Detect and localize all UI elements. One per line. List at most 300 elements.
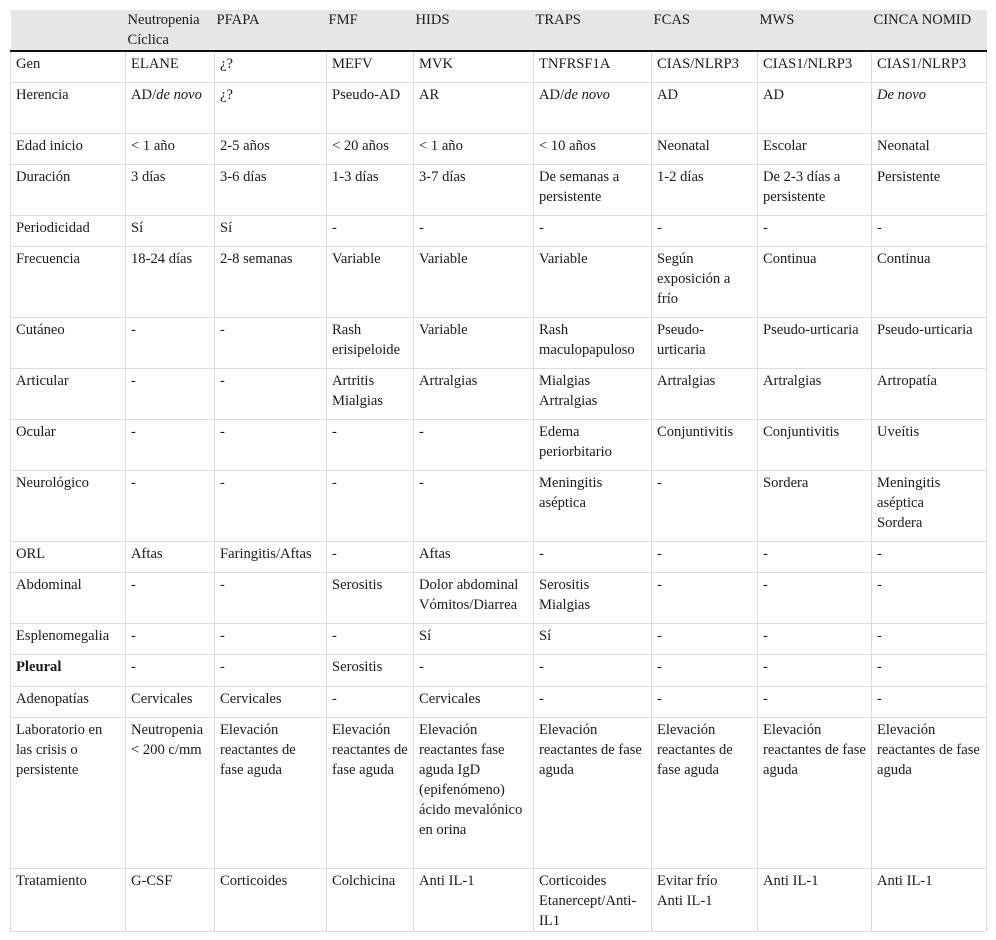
table-cell bbox=[414, 470, 534, 541]
table-cell bbox=[414, 215, 534, 246]
header-corner bbox=[11, 10, 126, 51]
table-cell bbox=[872, 82, 987, 133]
column-header: MWS bbox=[758, 10, 872, 51]
cell-text: - bbox=[332, 545, 337, 562]
cell-text: G-CSF bbox=[131, 872, 173, 889]
table-cell bbox=[872, 654, 987, 686]
table-cell bbox=[872, 317, 987, 368]
cell-text: Serositis bbox=[539, 576, 590, 593]
table-row bbox=[11, 215, 987, 246]
table-cell bbox=[414, 164, 534, 215]
table-cell bbox=[872, 368, 987, 419]
table-cell bbox=[126, 541, 215, 572]
cell-text: Mialgias bbox=[539, 372, 591, 389]
table-body bbox=[11, 51, 987, 931]
cell-text: Anti IL-1 bbox=[877, 872, 933, 889]
column-header: Neutropenia Cíclica bbox=[126, 10, 215, 51]
cell-text: Meningitis aséptica bbox=[877, 474, 941, 511]
table-cell bbox=[758, 215, 872, 246]
table-cell bbox=[872, 572, 987, 623]
table-cell bbox=[215, 368, 327, 419]
table-cell bbox=[652, 51, 758, 82]
table-cell bbox=[126, 686, 215, 717]
cell-text: Continua bbox=[763, 250, 817, 267]
table-cell bbox=[327, 246, 414, 317]
table-cell bbox=[414, 717, 534, 868]
cell-text: - bbox=[539, 219, 544, 236]
cell-text: Faringitis/Aftas bbox=[220, 545, 312, 562]
cell-text: Artralgias bbox=[539, 392, 598, 409]
table-cell bbox=[652, 215, 758, 246]
table-cell bbox=[652, 368, 758, 419]
table-cell bbox=[327, 717, 414, 868]
cell-text: - bbox=[220, 372, 225, 389]
table-cell bbox=[872, 868, 987, 931]
table-cell bbox=[872, 717, 987, 868]
cell-text: - bbox=[131, 658, 136, 675]
cell-text: Anti IL-1 bbox=[419, 872, 475, 889]
cell-text: Pseudo-AD bbox=[332, 86, 401, 103]
table-cell bbox=[758, 572, 872, 623]
table-row bbox=[11, 246, 987, 317]
cell-text: Pseudo-urticaria bbox=[763, 321, 859, 338]
table-cell bbox=[758, 246, 872, 317]
table-cell bbox=[534, 51, 652, 82]
table-cell bbox=[652, 654, 758, 686]
table-cell bbox=[758, 419, 872, 470]
cell-text: Sordera bbox=[877, 514, 923, 531]
table-cell bbox=[327, 317, 414, 368]
cell-text: 3-7 días bbox=[419, 168, 466, 185]
table-cell bbox=[126, 623, 215, 654]
cell-text: ¿? bbox=[220, 56, 233, 72]
table-cell bbox=[126, 717, 215, 868]
table-row bbox=[11, 572, 987, 623]
cell-text: Artralgias bbox=[763, 372, 822, 389]
cell-text: Rash maculopapuloso bbox=[539, 321, 635, 358]
table-cell bbox=[327, 51, 414, 82]
table-cell bbox=[327, 470, 414, 541]
cell-text: Corticoides bbox=[220, 872, 288, 889]
cell-text: - bbox=[539, 690, 544, 707]
table-cell bbox=[327, 572, 414, 623]
cell-text: Colchicina bbox=[332, 872, 396, 889]
table-cell bbox=[534, 686, 652, 717]
row-label: Cutáneo bbox=[11, 317, 126, 368]
cell-text: 18-24 días bbox=[131, 250, 193, 267]
cell-text: ELANE bbox=[131, 56, 179, 72]
cell-text: CIAS/NLRP3 bbox=[657, 56, 739, 72]
column-header: TRAPS bbox=[534, 10, 652, 51]
table-row bbox=[11, 419, 987, 470]
table-cell bbox=[327, 541, 414, 572]
table-cell bbox=[534, 164, 652, 215]
cell-text: De novo bbox=[877, 86, 927, 103]
cell-text: Meningitis aséptica bbox=[539, 474, 603, 511]
table-cell bbox=[215, 215, 327, 246]
cell-text: Continua bbox=[877, 250, 931, 267]
row-label: Duración bbox=[11, 164, 126, 215]
cell-text: Elevación reactantes de fase aguda bbox=[657, 721, 733, 778]
table-cell bbox=[872, 686, 987, 717]
table-cell bbox=[215, 717, 327, 868]
table-cell bbox=[758, 868, 872, 931]
cell-text: Rash erisipeloide bbox=[332, 321, 401, 358]
table-cell bbox=[652, 246, 758, 317]
cell-text: Pseudo-urticaria bbox=[877, 321, 973, 338]
cell-text: Persistente bbox=[877, 168, 941, 185]
table-cell bbox=[652, 572, 758, 623]
cell-text: < 1 año bbox=[131, 137, 175, 154]
table-cell bbox=[215, 654, 327, 686]
cell-text: - bbox=[657, 690, 662, 707]
table-cell bbox=[327, 868, 414, 931]
cell-text: - bbox=[877, 690, 882, 707]
table-cell bbox=[534, 317, 652, 368]
table-cell bbox=[215, 164, 327, 215]
cell-text: Anti IL-1 bbox=[763, 872, 819, 889]
table-cell bbox=[327, 623, 414, 654]
row-label: Frecuencia bbox=[11, 246, 126, 317]
table-cell bbox=[327, 419, 414, 470]
cell-text: - bbox=[763, 690, 768, 707]
cell-text: AD/ bbox=[131, 86, 157, 103]
table-cell bbox=[758, 686, 872, 717]
cell-text: Escolar bbox=[763, 137, 807, 154]
table-cell bbox=[652, 717, 758, 868]
cell-text: Cervicales bbox=[419, 690, 481, 707]
table-cell bbox=[126, 572, 215, 623]
cell-text: Elevación reactantes de fase aguda bbox=[763, 721, 866, 778]
table-cell bbox=[215, 572, 327, 623]
table-cell bbox=[534, 133, 652, 164]
cell-text: 2-8 semanas bbox=[220, 250, 293, 267]
cell-text: - bbox=[877, 627, 882, 644]
table-cell bbox=[652, 623, 758, 654]
table-cell bbox=[215, 51, 327, 82]
cell-text: - bbox=[419, 658, 424, 675]
table-cell bbox=[414, 623, 534, 654]
table-cell bbox=[758, 541, 872, 572]
table-row bbox=[11, 164, 987, 215]
cell-text: - bbox=[220, 321, 225, 338]
cell-text: Artralgias bbox=[657, 372, 716, 389]
table-cell bbox=[414, 51, 534, 82]
table-cell bbox=[758, 133, 872, 164]
table-cell bbox=[872, 133, 987, 164]
cell-text: - bbox=[131, 372, 136, 389]
table-cell bbox=[215, 868, 327, 931]
table-cell bbox=[534, 82, 652, 133]
cell-text: - bbox=[657, 219, 662, 236]
row-label: Periodicidad bbox=[11, 215, 126, 246]
cell-text: De semanas a persistente bbox=[539, 168, 620, 205]
cell-text: - bbox=[877, 658, 882, 675]
cell-text: Pseudo-urticaria bbox=[657, 321, 706, 358]
table-cell bbox=[414, 133, 534, 164]
cell-text: - bbox=[131, 474, 136, 491]
cell-text: MEFV bbox=[332, 56, 373, 72]
table-cell bbox=[126, 215, 215, 246]
table-cell bbox=[414, 686, 534, 717]
table-row bbox=[11, 654, 987, 686]
table-cell bbox=[327, 368, 414, 419]
row-label: ORL bbox=[11, 541, 126, 572]
cell-text: AR bbox=[419, 86, 440, 103]
table-cell bbox=[652, 164, 758, 215]
table-cell bbox=[872, 541, 987, 572]
column-header: PFAPA bbox=[215, 10, 327, 51]
table-cell bbox=[758, 51, 872, 82]
table-cell bbox=[652, 541, 758, 572]
table-cell bbox=[126, 164, 215, 215]
cell-text: AD bbox=[763, 86, 785, 103]
cell-text: CIAS1/NLRP3 bbox=[763, 56, 853, 72]
cell-text: - bbox=[332, 423, 337, 440]
cell-text: Elevación reactantes de fase aguda bbox=[220, 721, 296, 778]
cell-text: Uveítis bbox=[877, 423, 920, 440]
table-cell bbox=[872, 470, 987, 541]
table-cell bbox=[534, 623, 652, 654]
cell-text: Serositis bbox=[332, 576, 383, 593]
table-cell bbox=[414, 868, 534, 931]
cell-text: - bbox=[419, 423, 424, 440]
cell-text: - bbox=[763, 658, 768, 675]
cell-text: Etanercept/Anti-IL1 bbox=[539, 892, 637, 929]
cell-text: - bbox=[419, 219, 424, 236]
table-cell bbox=[126, 82, 215, 133]
table-cell bbox=[327, 215, 414, 246]
table-cell bbox=[652, 419, 758, 470]
table-cell bbox=[652, 133, 758, 164]
cell-text: Sí bbox=[539, 627, 552, 644]
table-cell bbox=[414, 246, 534, 317]
table-cell bbox=[414, 572, 534, 623]
table-cell bbox=[414, 419, 534, 470]
cell-text: < 20 años bbox=[332, 137, 389, 154]
cell-text: Sí bbox=[220, 219, 233, 236]
cell-text: < 1 año bbox=[419, 137, 463, 154]
row-label: Herencia bbox=[11, 82, 126, 133]
cell-text: Mialgias bbox=[539, 596, 591, 613]
cell-text: Neonatal bbox=[657, 137, 710, 154]
table-cell bbox=[327, 654, 414, 686]
table-row bbox=[11, 623, 987, 654]
table-row bbox=[11, 868, 987, 931]
table-cell bbox=[652, 317, 758, 368]
table-cell bbox=[126, 368, 215, 419]
table-cell bbox=[534, 654, 652, 686]
row-label: Edad inicio bbox=[11, 133, 126, 164]
table-cell bbox=[126, 868, 215, 931]
table-cell bbox=[758, 717, 872, 868]
cell-text: Variable bbox=[539, 250, 588, 267]
column-header: HIDS bbox=[414, 10, 534, 51]
table-cell bbox=[215, 623, 327, 654]
row-label: Pleural bbox=[11, 654, 126, 686]
table-cell bbox=[414, 82, 534, 133]
table-cell bbox=[758, 623, 872, 654]
table-cell bbox=[652, 470, 758, 541]
cell-text: - bbox=[220, 474, 225, 491]
cell-text: Cervicales bbox=[131, 690, 193, 707]
table-cell bbox=[758, 164, 872, 215]
header-row bbox=[11, 10, 987, 51]
table-cell bbox=[758, 654, 872, 686]
table-cell bbox=[534, 868, 652, 931]
cell-text: - bbox=[657, 545, 662, 562]
table-cell bbox=[534, 572, 652, 623]
table-cell bbox=[126, 317, 215, 368]
table-cell bbox=[414, 368, 534, 419]
table-cell bbox=[327, 164, 414, 215]
row-label: Tratamiento bbox=[11, 868, 126, 931]
table-cell bbox=[327, 133, 414, 164]
cell-text: TNFRSF1A bbox=[539, 56, 611, 72]
table-cell bbox=[126, 654, 215, 686]
cell-text: Según exposición a frío bbox=[657, 250, 731, 307]
row-label: Articular bbox=[11, 368, 126, 419]
table-cell bbox=[872, 246, 987, 317]
table-row bbox=[11, 317, 987, 368]
autoinflammatory-comparison-table bbox=[10, 10, 987, 932]
table-cell bbox=[872, 419, 987, 470]
row-label: Laboratorio en las crisis o persistente bbox=[11, 717, 126, 868]
cell-text: - bbox=[877, 219, 882, 236]
table-cell bbox=[126, 246, 215, 317]
table-row bbox=[11, 686, 987, 717]
cell-text: - bbox=[877, 576, 882, 593]
cell-text: 1-2 días bbox=[657, 168, 704, 185]
cell-text: - bbox=[539, 658, 544, 675]
cell-text: Elevación reactantes fase aguda IgD (epifenómeno) ácido mevalónico en orina bbox=[419, 721, 523, 838]
cell-text: - bbox=[131, 423, 136, 440]
row-label: Abdominal bbox=[11, 572, 126, 623]
column-header: CINCA NOMID bbox=[872, 10, 987, 51]
table-cell bbox=[126, 470, 215, 541]
table-cell bbox=[652, 868, 758, 931]
comparison-table-container bbox=[10, 10, 986, 932]
cell-text: Sordera bbox=[763, 474, 809, 491]
cell-text: CIAS1/NLRP3 bbox=[877, 56, 967, 72]
table-cell bbox=[534, 470, 652, 541]
cell-text: De 2-3 días a persistente bbox=[763, 168, 841, 205]
table-cell bbox=[215, 317, 327, 368]
table-row bbox=[11, 133, 987, 164]
cell-text: Edema periorbitario bbox=[539, 423, 612, 460]
table-cell bbox=[534, 368, 652, 419]
table-cell bbox=[872, 623, 987, 654]
row-label: Ocular bbox=[11, 419, 126, 470]
cell-text: - bbox=[220, 423, 225, 440]
cell-text: - bbox=[131, 576, 136, 593]
cell-text: 1-3 días bbox=[332, 168, 379, 185]
cell-text: Variable bbox=[332, 250, 381, 267]
cell-text: - bbox=[539, 545, 544, 562]
table-cell bbox=[215, 541, 327, 572]
table-cell bbox=[872, 164, 987, 215]
row-label: Gen bbox=[11, 51, 126, 82]
cell-text: Conjuntivitis bbox=[763, 423, 840, 440]
cell-text: - bbox=[763, 627, 768, 644]
table-cell bbox=[872, 215, 987, 246]
cell-text: - bbox=[131, 321, 136, 338]
cell-text: - bbox=[332, 690, 337, 707]
column-header: FCAS bbox=[652, 10, 758, 51]
table-cell bbox=[652, 686, 758, 717]
table-cell bbox=[327, 82, 414, 133]
table-cell bbox=[534, 419, 652, 470]
cell-text: Vómitos/Diarrea bbox=[419, 596, 518, 613]
cell-text: - bbox=[763, 219, 768, 236]
table-cell bbox=[534, 717, 652, 868]
table-cell bbox=[534, 215, 652, 246]
cell-text: Corticoides bbox=[539, 872, 607, 889]
cell-text: Conjuntivitis bbox=[657, 423, 734, 440]
cell-text: Mialgias bbox=[332, 392, 384, 409]
cell-text: de novo bbox=[564, 86, 610, 103]
table-cell bbox=[215, 133, 327, 164]
table-cell bbox=[126, 419, 215, 470]
table-cell bbox=[758, 317, 872, 368]
table-cell bbox=[215, 419, 327, 470]
cell-text: Elevación reactantes de fase aguda bbox=[877, 721, 980, 778]
table-cell bbox=[872, 51, 987, 82]
cell-text: AD bbox=[657, 86, 679, 103]
table-row bbox=[11, 470, 987, 541]
cell-text: Sí bbox=[419, 627, 432, 644]
table-cell bbox=[126, 133, 215, 164]
cell-text: Artralgias bbox=[419, 372, 478, 389]
row-label: Esplenomegalia bbox=[11, 623, 126, 654]
row-label: Neurológico bbox=[11, 470, 126, 541]
cell-text: - bbox=[220, 576, 225, 593]
table-row bbox=[11, 541, 987, 572]
table-cell bbox=[215, 82, 327, 133]
cell-text: 3 días bbox=[131, 168, 166, 185]
table-row bbox=[11, 51, 987, 82]
table-cell bbox=[414, 654, 534, 686]
table-cell bbox=[758, 470, 872, 541]
table-cell bbox=[652, 82, 758, 133]
cell-text: - bbox=[332, 627, 337, 644]
cell-text: Anti IL-1 bbox=[657, 892, 713, 909]
cell-text: - bbox=[332, 219, 337, 236]
cell-text: - bbox=[332, 474, 337, 491]
cell-text: - bbox=[763, 576, 768, 593]
table-cell bbox=[414, 317, 534, 368]
cell-text: - bbox=[657, 474, 662, 491]
cell-text: AD/ bbox=[539, 86, 565, 103]
cell-text: - bbox=[131, 627, 136, 644]
cell-text: Elevación reactantes de fase aguda bbox=[539, 721, 642, 778]
cell-text: Artritis bbox=[332, 372, 375, 389]
cell-text: Neonatal bbox=[877, 137, 930, 154]
cell-text: Elevación reactantes de fase aguda bbox=[332, 721, 408, 778]
table-row bbox=[11, 717, 987, 868]
cell-text: - bbox=[657, 658, 662, 675]
cell-text: Variable bbox=[419, 321, 468, 338]
table-cell bbox=[758, 368, 872, 419]
table-cell bbox=[215, 686, 327, 717]
cell-text: ¿? bbox=[220, 86, 233, 103]
cell-text: Aftas bbox=[419, 545, 451, 562]
cell-text: Artropatía bbox=[877, 372, 937, 389]
cell-text: Serositis bbox=[332, 658, 383, 675]
cell-text: - bbox=[657, 576, 662, 593]
table-cell bbox=[534, 541, 652, 572]
table-cell bbox=[534, 246, 652, 317]
